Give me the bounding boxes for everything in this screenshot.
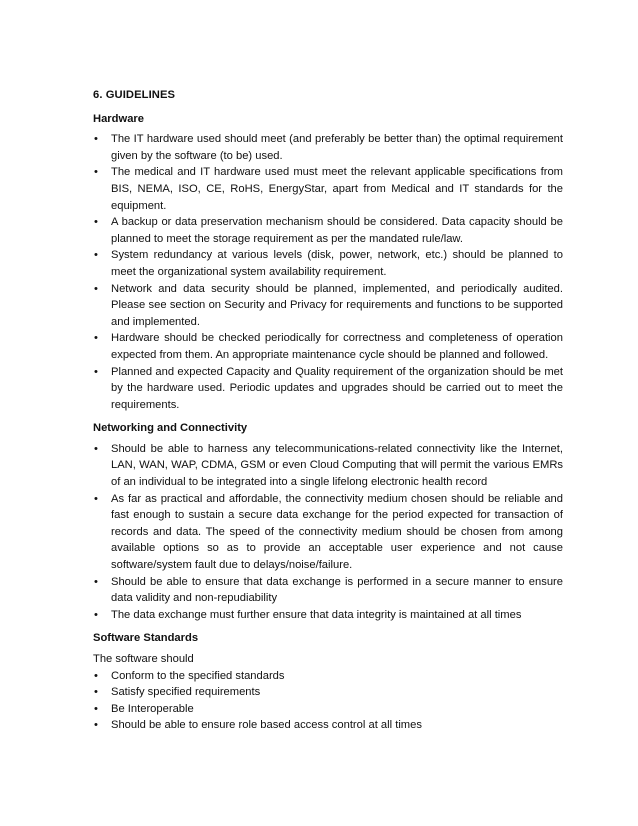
software-section xyxy=(93,630,563,734)
list-item: • Should be able to ensure role based access control at all times xyxy=(93,717,563,734)
bullet-icon: • xyxy=(94,166,98,179)
software-intro: The software should xyxy=(93,653,194,665)
list-item: • Should be able to ensure that data exchange is performed in a secure manner to ensure data validity and non-repudiability xyxy=(94,575,563,605)
bullet-icon: • xyxy=(94,686,98,699)
list-item: • The data exchange must further ensure that data integrity is maintained at all times xyxy=(93,607,563,624)
list-item: • System redundancy at various levels (disk, power, network, etc.) should be planned to meet the organizational system availability requirement. xyxy=(94,249,563,278)
bullet-icon: • xyxy=(94,282,98,295)
bullet-icon: • xyxy=(94,575,98,588)
bullet-icon: • xyxy=(94,332,98,345)
list-item: • Satisfy specified requirements xyxy=(93,684,563,701)
bullet-icon: • xyxy=(94,249,98,262)
list-item: • Should be able to harness any telecommunications-related connectivity like the Internet, LAN, WAN, WAP, CDMA, GSM or even Cloud Computing that will permit the various EMRs of an individual to be integrated into a single lifelong electronic health record xyxy=(94,442,563,489)
bullet-icon: • xyxy=(94,719,98,732)
document-page xyxy=(93,87,563,741)
hardware-section xyxy=(93,111,563,414)
networking-title: Networking and Connectivity xyxy=(93,422,248,435)
hardware-list xyxy=(93,131,563,413)
list-item: • Hardware should be checked periodically for correctness and completeness of operation expected from them. An appropriate maintenance cycle should be planned and followed. xyxy=(94,332,563,361)
list-item: • A backup or data preservation mechanism should be considered. Data capacity should be planned to meet the storage requirement as per the mandated rule/law. xyxy=(94,216,563,245)
bullet-icon: • xyxy=(94,133,98,146)
list-item: • The medical and IT hardware used must meet the relevant applicable specifications from BIS, NEMA, ISO, CE, RoHS, EnergyStar, apart from Medical and IT standards for the equipment. xyxy=(94,166,563,212)
networking-section xyxy=(93,420,563,623)
list-item: • As far as practical and affordable, the connectivity medium chosen should be reliable and fast enough to sustain a secure data exchange for the period expected for transaction of records and data. The speed of the connectivity medium should be chosen from among available options so as to provide an acceptable user experience and not cause software/system fault due to delays/noise/failure. xyxy=(94,492,563,572)
list-item: • Network and data security should be planned, implemented, and periodically audited. Please see section on Security and Privacy for requirements and functions to be supported and implemented. xyxy=(94,282,563,328)
bullet-icon: • xyxy=(94,442,98,455)
bullet-icon: • xyxy=(94,608,98,621)
list-item: • Conform to the specified standards xyxy=(93,668,563,685)
software-list xyxy=(93,668,563,734)
hardware-title: Hardware xyxy=(93,112,144,125)
bullet-icon: • xyxy=(94,669,98,682)
software-title: Software Standards xyxy=(93,632,199,645)
bullet-icon: • xyxy=(94,216,98,229)
list-item: • The IT hardware used should meet (and preferably be better than) the optimal requirement given by the software (to be) used. xyxy=(94,133,563,162)
section-heading-guidelines: 6. GUIDELINES xyxy=(93,89,176,101)
bullet-icon: • xyxy=(94,365,98,378)
list-item: • Be Interoperable xyxy=(93,701,563,718)
networking-list xyxy=(93,441,563,624)
bullet-icon: • xyxy=(94,492,98,505)
bullet-icon: • xyxy=(94,702,98,715)
list-item: • Planned and expected Capacity and Quality requirement of the organization should be met by the hardware used. Periodic updates and upgrades should be carried out to meet the requirements. xyxy=(94,365,563,411)
